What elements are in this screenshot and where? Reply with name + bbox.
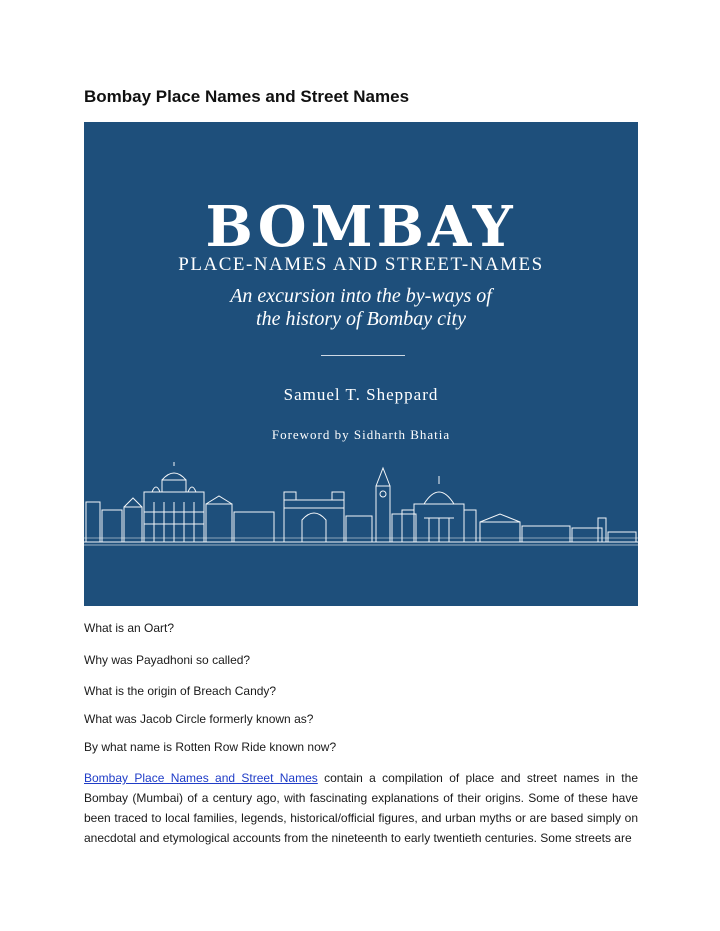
question-4: What was Jacob Circle formerly known as?: [84, 712, 314, 726]
question-1: What is an Oart?: [84, 621, 175, 635]
cover-title: BOMBAY: [205, 194, 517, 260]
question-3: What is the origin of Breach Candy?: [84, 684, 277, 698]
document-title: Bombay Place Names and Street Names: [84, 87, 410, 106]
question-2: Why was Payadhoni so called?: [84, 653, 251, 667]
cover-tagline: [84, 285, 638, 331]
cover-subtitle: PLACE-NAMES AND STREET-NAMES: [178, 254, 544, 275]
book-cover-image: [84, 122, 638, 606]
question-5: By what name is Rotten Row Ride known now?: [84, 740, 337, 754]
cover-tagline-line-1: An excursion into the by-ways of: [230, 285, 492, 307]
cover-divider: [321, 355, 405, 356]
body-paragraph-text: contain a compilation of place and street names in the Bombay (Mumbai) of a century ago, with fascinating explanations of their origins. Some of these have been traced to local families, legends, historical/official figures, and urban myths or are based simply on anecdotal and etymological accounts from the nineteenth to early twentieth centuries. Some streets are: [84, 771, 638, 845]
bombay-skyline-illustration: [84, 462, 638, 606]
body-paragraph: [84, 768, 638, 848]
cover-tagline-line-2: the history of Bombay city: [256, 308, 466, 330]
cover-author: Samuel T. Sheppard: [283, 385, 439, 404]
cover-foreword: Foreword by Sidharth Bhatia: [271, 427, 451, 442]
book-title-link[interactable]: Bombay Place Names and Street Names: [84, 771, 318, 785]
